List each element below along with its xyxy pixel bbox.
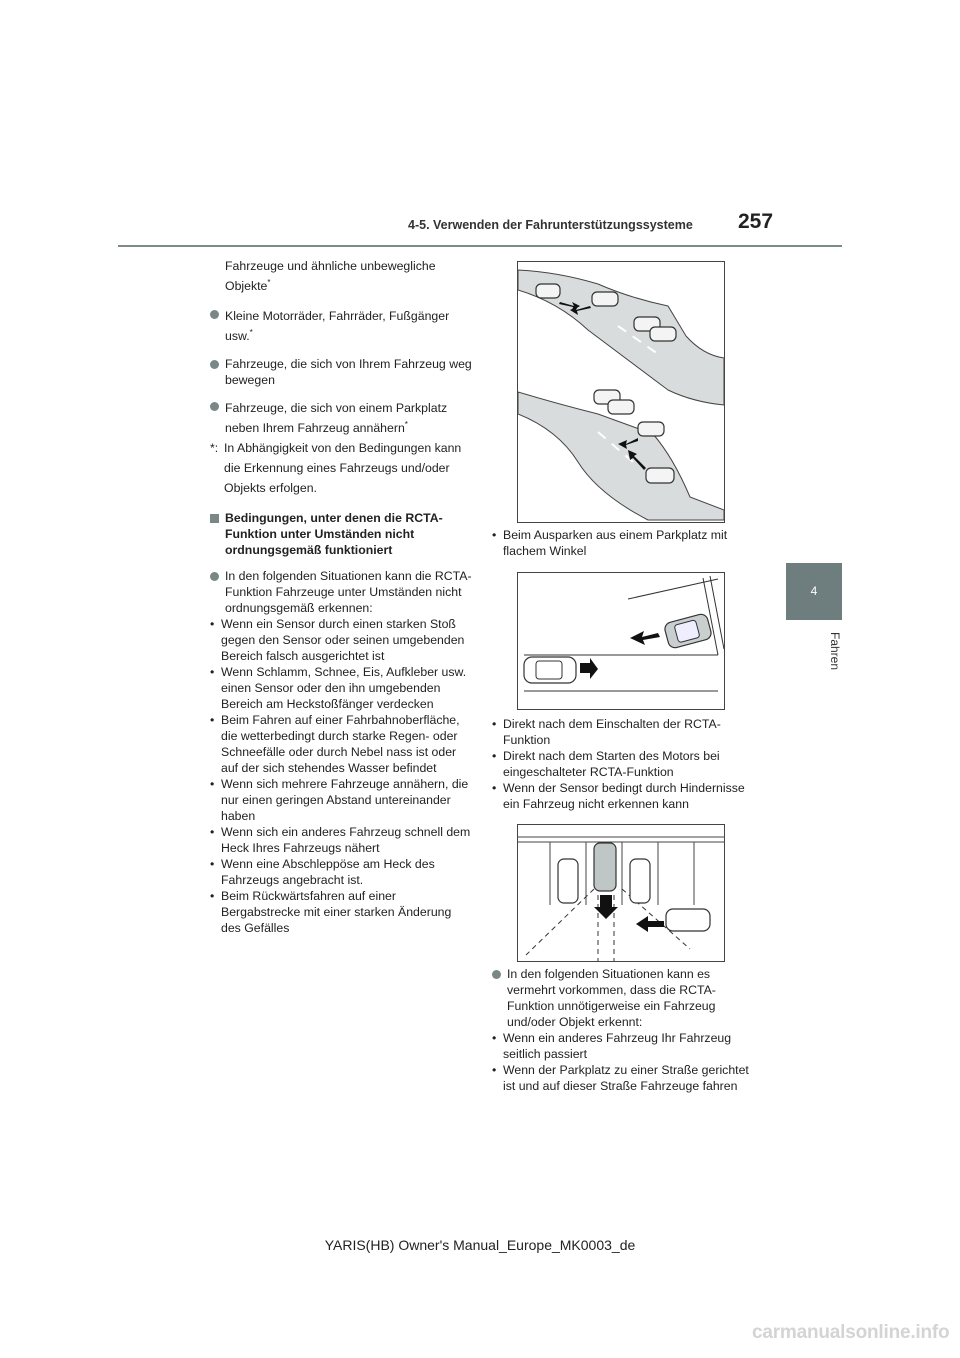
list-item: • Wenn der Parkplatz zu einer Straße gerichtet ist und auf dieser Straße Fahrzeuge fahren — [492, 1062, 752, 1094]
header-divider — [118, 245, 842, 247]
list-item: • Wenn der Sensor bedingt durch Hindernisse ein Fahrzeug nicht erkennen kann — [492, 780, 752, 812]
footnote-marker: *: — [210, 441, 219, 455]
footnote-mark: * — [249, 327, 253, 337]
section-title: 4-5. Verwenden der Fahrunterstützungssysteme — [408, 218, 693, 232]
bullet-small-vehicles — [210, 306, 472, 346]
bullet-text: neben Ihrem Fahrzeug annähern — [225, 421, 405, 435]
shallow-parking-graphic — [518, 573, 724, 709]
page-number: 257 — [738, 210, 774, 233]
bullet-parking-approach — [210, 398, 472, 438]
intro-paragraph — [210, 256, 472, 296]
right-text-2 — [492, 716, 752, 812]
section-heading: Bedingungen, unter denen die RCTA-Funktion unter Umständen nicht ordnungsgemäß funktioniert — [210, 510, 472, 558]
bullet-text: usw. — [225, 329, 250, 343]
list-item: • Beim Rückwärtsfahren auf einer Bergabstrecke mit einer starken Änderung des Gefälles — [210, 888, 472, 936]
sloped-road-graphic — [518, 262, 724, 522]
list-item: • Direkt nach dem Starten des Motors bei eingeschalteter RCTA-Funktion — [492, 748, 752, 780]
footnote-mark: * — [404, 419, 408, 429]
list-item: • Wenn ein anderes Fahrzeug Ihr Fahrzeug seitlich passiert — [492, 1030, 752, 1062]
footnote-mark: * — [267, 277, 271, 287]
watermark[interactable]: carmanualsonline.info — [752, 1322, 950, 1343]
list-item: • Beim Ausparken aus einem Parkplatz mit flachem Winkel — [492, 527, 752, 559]
bullet-text: Kleine Motorräder, Fahrräder, Fußgänger — [225, 309, 450, 323]
bullet-situations: In den folgenden Situationen kann die RCTA-Funktion Fahrzeuge unter Umständen nicht ordnungsgemäß erkennen: — [210, 568, 472, 616]
list-item: • Wenn sich ein anderes Fahrzeug schnell dem Heck Ihres Fahrzeugs nähert — [210, 824, 472, 856]
bullet-text: Fahrzeuge, die sich von einem Parkplatz — [225, 401, 448, 415]
illustration-obstructed-sensor — [517, 824, 725, 962]
footnote — [210, 438, 472, 498]
illustration-shallow-parking — [517, 572, 725, 710]
right-text-3 — [492, 966, 752, 1094]
left-column — [210, 256, 472, 936]
list-item: • Wenn sich mehrere Fahrzeuge annähern, die nur einen geringen Abstand untereinander haben — [210, 776, 472, 824]
footer-doc-id: YARIS(HB) Owner's Manual_Europe_MK0003_de — [324, 1237, 636, 1253]
list-item: • Direkt nach dem Einschalten der RCTA-Funktion — [492, 716, 752, 748]
obstructed-sensor-graphic — [518, 825, 724, 961]
intro-line: Objekte — [225, 279, 268, 293]
bullet-unnecessary-detection: In den folgenden Situationen kann es vermehrt vorkommen, dass die RCTA-Funktion unnötigerweise ein Fahrzeug und/oder Objekt erkennt: — [492, 966, 752, 1030]
footnote-text: In Abhängigkeit von den Bedingungen kann die Erkennung eines Fahrzeugs und/oder Objekts erfolgen. — [224, 441, 462, 495]
bullet-moving-away: Fahrzeuge, die sich von Ihrem Fahrzeug weg bewegen — [210, 356, 472, 388]
situation-list — [210, 616, 472, 936]
chapter-tab[interactable]: 4 — [786, 563, 842, 620]
illustration-sloped-road — [517, 261, 725, 523]
right-text-1 — [492, 527, 752, 559]
list-item: • Beim Fahren auf einer Fahrbahnoberfläche, die wetterbedingt durch starke Regen- oder Schneefälle oder durch Nebel nass ist oder auf der sich stehendes Wasser befindet — [210, 712, 472, 776]
list-item: • Wenn eine Abschleppöse am Heck des Fahrzeugs angebracht ist. — [210, 856, 472, 888]
chapter-label: Fahren — [828, 632, 842, 671]
list-item: • Wenn Schlamm, Schnee, Eis, Aufkleber usw. einen Sensor oder den ihn umgebenden Bereich am Heckstoßfänger verdecken — [210, 664, 472, 712]
list-item: • Wenn ein Sensor durch einen starken Stoß gegen den Sensor oder seinen umgebenden Bereich falsch ausgerichtet ist — [210, 616, 472, 664]
intro-line: Fahrzeuge und ähnliche unbewegliche — [225, 259, 436, 273]
